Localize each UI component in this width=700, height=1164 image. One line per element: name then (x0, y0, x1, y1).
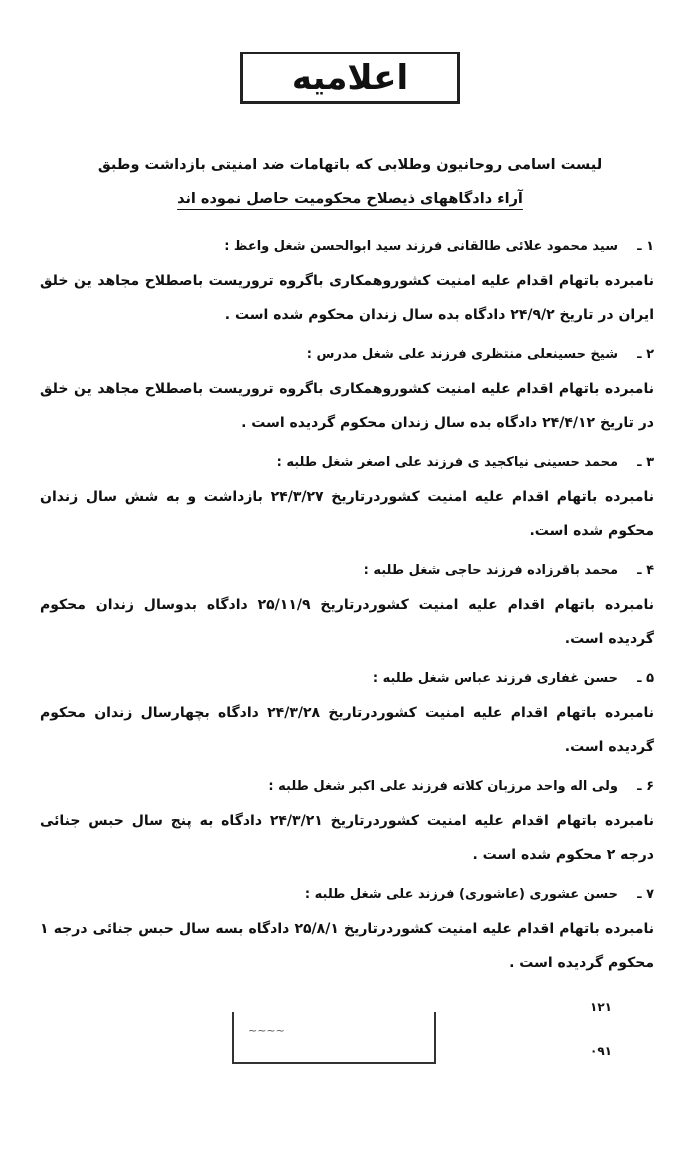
list-item (40, 446, 654, 548)
margin-note: ۰۹۱ (590, 1044, 612, 1058)
entry-name: شیخ حسینعلی منتظری فرزند علی شغل مدرس : (306, 347, 618, 362)
entry-text: نامبرده باتهام اقدام علیه امنیت کشوردرتاریخ ۲۴/۳/۲۸ دادگاه بچهارسال زندان محکوم گردیده است. (40, 705, 655, 755)
list-item (40, 554, 654, 656)
entries-list (40, 230, 654, 986)
entry-text: نامبرده باتهام اقدام علیه امنیت کشوردرتاریخ ۲۴/۳/۲۱ دادگاه به پنج سال حبس جنائی درجه ۲ محکوم شده است . (40, 813, 654, 863)
document-title: اعلامیه (240, 52, 460, 104)
entry-name: حسن عشوری (عاشوری) فرزند علی شغل طلبه : (304, 887, 618, 902)
document-heading (60, 148, 640, 216)
entry-number: ۷ ـ (637, 887, 654, 902)
list-item (40, 662, 654, 764)
entry-number: ۱ ـ (637, 239, 654, 254)
list-item (40, 338, 654, 440)
entry-text: نامبرده باتهام اقدام علیه امنیت کشوروهمکاری باگروه تروریست باصطلاح مجاهد ین خلق ایران در تاریخ ۲۴/۹/۲ دادگاه بده سال زندان محکوم شده است . (40, 273, 654, 323)
entry-name: سید محمود علائی طالقانی فرزند سید ابوالحسن شغل واعظ : (224, 239, 618, 254)
entry-text: نامبرده باتهام اقدام علیه امنیت کشوردرتاریخ ۲۴/۳/۲۷ بازداشت و به شش سال زندان محکوم شده است. (40, 489, 655, 539)
entry-number: ۵ ـ (637, 671, 654, 686)
heading-line-1: لیست اسامی روحانیون وطلابی که باتهامات ضد امنیتی بازداشت وطبق (97, 157, 603, 173)
entry-number: ۲ ـ (637, 347, 654, 362)
entry-number: ۴ ـ (637, 563, 654, 578)
list-item (40, 878, 654, 980)
entry-name: حسن غفاری فرزند عباس شغل طلبه : (372, 671, 618, 686)
entry-name: ولی اله واحد مرزبان کلاته فرزند علی اکبر شغل طلبه : (268, 779, 618, 794)
entry-text: نامبرده باتهام اقدام علیه امنیت کشوردرتاریخ ۲۵/۱۱/۹ دادگاه بدوسال زندان محکوم گردیده است. (40, 597, 655, 647)
entry-text: نامبرده باتهام اقدام علیه امنیت کشوروهمکاری باگروه تروریست باصطلاح مجاهد ین خلق در تاریخ ۲۴/۴/۱۲ دادگاه بده سال زندان محکوم گردیده است . (40, 381, 654, 431)
list-item (40, 770, 654, 872)
entry-number: ۶ ـ (637, 779, 654, 794)
entry-number: ۳ ـ (637, 455, 654, 470)
margin-note: ۱۲۱ (590, 1000, 612, 1014)
list-item (40, 230, 654, 332)
stamp-scribble-icon: ~~~~ (248, 1024, 285, 1037)
entry-text: نامبرده باتهام اقدام علیه امنیت کشوردرتاریخ ۲۵/۸/۱ دادگاه بسه سال حبس جنائی درجه ۱ محکوم گردیده است . (40, 921, 655, 971)
heading-line-2: آراء دادگاههای ذیصلاح محکومیت حاصل نموده اند (177, 191, 523, 207)
entry-name: محمد حسینی نیاکجید ی فرزند علی اصغر شغل طلبه : (276, 455, 618, 470)
stamp-box (232, 1012, 436, 1064)
entry-name: محمد باقرزاده فرزند حاجی شغل طلبه : (363, 563, 618, 578)
